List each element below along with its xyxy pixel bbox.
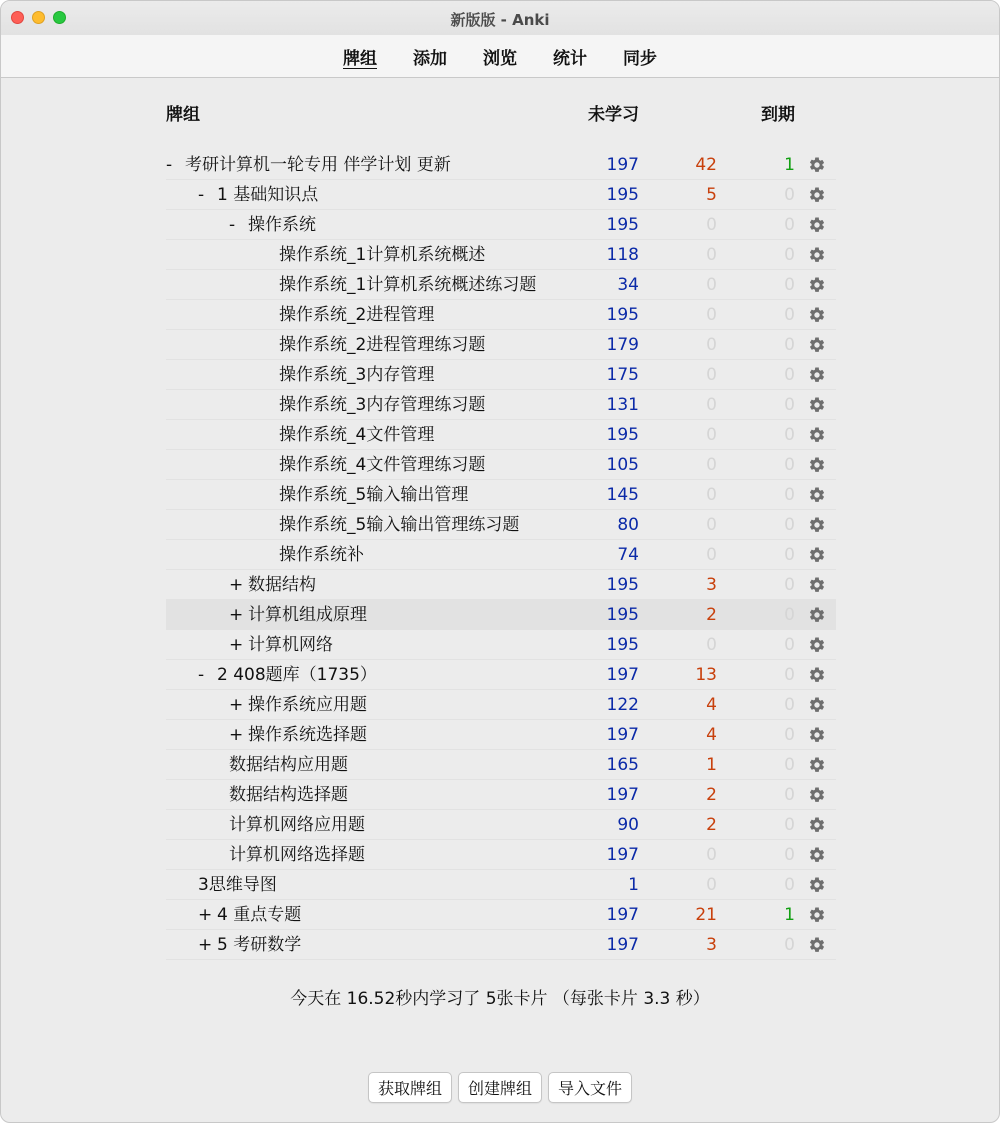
deck-row[interactable] [166,900,836,930]
due-count: 0 [784,785,795,805]
new-count: 145 [606,485,639,505]
deck-name-cell [279,270,536,300]
learning-count: 2 [706,815,717,835]
new-count: 195 [606,185,639,205]
tab-decks[interactable]: 牌组 [343,48,377,69]
due-count: 0 [784,605,795,625]
deck-name-cell [198,870,277,900]
due-count: 1 [784,905,795,925]
deck-row[interactable] [166,660,836,690]
tab-browse[interactable]: 浏览 [483,48,517,69]
learning-count: 21 [695,905,717,925]
gear-icon[interactable] [808,846,826,864]
deck-row[interactable] [166,570,836,600]
due-count: 0 [784,755,795,775]
deck-name-link[interactable]: 计算机网络应用题 [229,815,365,835]
due-count: 0 [784,365,795,385]
gear-icon[interactable] [808,726,826,744]
deck-name-cell [229,810,365,840]
gear-icon[interactable] [808,576,826,594]
deck-name-link[interactable]: 操作系统_2进程管理练习题 [279,335,486,355]
deck-name-link[interactable]: 操作系统_2进程管理 [279,305,435,325]
main-toolbar [1,35,999,78]
gear-icon[interactable] [808,186,826,204]
deck-row[interactable] [166,540,836,570]
deck-name-cell [229,750,348,780]
learning-count: 0 [706,395,717,415]
due-count: 0 [784,545,795,565]
learning-count: 0 [706,425,717,445]
learning-count: 0 [706,845,717,865]
new-count: 195 [606,215,639,235]
expand-toggle[interactable]: + [198,905,213,925]
gear-icon[interactable] [808,906,826,924]
gear-icon[interactable] [808,936,826,954]
due-count: 0 [784,335,795,355]
deck-name-link[interactable]: 操作系统_1计算机系统概述 [279,245,486,265]
deck-browser [1,78,999,1123]
deck-row[interactable] [166,510,836,540]
deck-name-cell [279,450,485,480]
deck-row[interactable] [166,270,836,300]
new-count: 175 [606,365,639,385]
get-shared-button[interactable]: 获取牌组 [368,1072,452,1103]
new-count: 1 [628,875,639,895]
deck-name-cell [229,840,365,870]
deck-name-cell [198,900,301,930]
deck-row[interactable] [166,300,836,330]
deck-name-cell [279,510,519,540]
tab-sync[interactable]: 同步 [623,48,657,69]
gear-icon[interactable] [808,246,826,264]
deck-row[interactable] [166,600,836,630]
gear-icon[interactable] [808,516,826,534]
new-count: 197 [606,155,639,175]
deck-name-link[interactable]: 操作系统应用题 [248,695,367,715]
deck-name-cell [198,930,301,960]
deck-row[interactable] [166,360,836,390]
gear-icon[interactable] [808,696,826,714]
gear-icon[interactable] [808,666,826,684]
deck-row[interactable] [166,480,836,510]
expand-toggle[interactable]: + [229,605,244,625]
deck-name-cell [229,720,367,750]
deck-name-link[interactable]: 操作系统_1计算机系统概述练习题 [279,275,537,295]
new-count: 165 [606,755,639,775]
learning-count: 0 [706,515,717,535]
new-count: 195 [606,425,639,445]
gear-icon[interactable] [808,216,826,234]
learning-count: 3 [706,935,717,955]
deck-name-link[interactable]: 数据结构 [248,575,316,595]
header-deck: 牌组 [166,105,200,125]
deck-row[interactable] [166,750,836,780]
deck-name-cell [229,630,333,660]
deck-row[interactable] [166,240,836,270]
learning-count: 0 [706,635,717,655]
new-count: 197 [606,785,639,805]
deck-name-link[interactable]: 操作系统选择题 [248,725,367,745]
deck-name-link[interactable]: 数据结构应用题 [229,755,348,775]
due-count: 0 [784,725,795,745]
learning-count: 0 [706,335,717,355]
due-count: 0 [784,875,795,895]
window-title: 新版版 - Anki [450,11,550,29]
tab-stats[interactable]: 统计 [553,48,587,69]
learning-count: 3 [706,575,717,595]
deck-name-link[interactable]: 4 重点专题 [217,905,302,925]
header-new: 未学习 [588,105,639,125]
learning-count: 42 [695,155,717,175]
deck-row[interactable] [166,870,836,900]
deck-name-cell [279,480,468,510]
new-count: 197 [606,845,639,865]
new-count: 90 [617,815,639,835]
deck-name-link[interactable]: 计算机网络选择题 [229,845,365,865]
gear-icon[interactable] [808,336,826,354]
gear-icon[interactable] [808,456,826,474]
learning-count: 1 [706,755,717,775]
learning-count: 2 [706,785,717,805]
collapse-toggle[interactable]: - [166,155,173,175]
deck-name-link[interactable]: 计算机网络 [248,635,333,655]
tab-add[interactable]: 添加 [413,48,447,69]
learning-count: 0 [706,485,717,505]
gear-icon[interactable] [808,156,826,174]
create-deck-button[interactable]: 创建牌组 [458,1072,542,1103]
deck-name-cell [229,780,348,810]
deck-name-link[interactable]: 操作系统 [248,215,316,235]
deck-name-link[interactable]: 操作系统_4文件管理练习题 [279,455,486,475]
due-count: 0 [784,485,795,505]
header-due: 到期 [761,105,795,125]
expand-toggle[interactable]: + [229,575,244,595]
expand-toggle[interactable]: + [229,695,244,715]
deck-name-cell [279,330,485,360]
gear-icon[interactable] [808,636,826,654]
learning-count: 5 [706,185,717,205]
learning-count: 0 [706,245,717,265]
deck-name-cell [229,690,367,720]
deck-tree [166,150,836,960]
deck-name-link[interactable]: 操作系统_3内存管理练习题 [279,395,486,415]
expand-toggle[interactable]: + [229,635,244,655]
new-count: 122 [606,695,639,715]
learning-count: 0 [706,275,717,295]
due-count: 0 [784,425,795,445]
new-count: 195 [606,305,639,325]
due-count: 0 [784,215,795,235]
deck-name-link[interactable]: 1 基础知识点 [217,185,319,205]
deck-row[interactable] [166,690,836,720]
learning-count: 4 [706,695,717,715]
deck-name-link[interactable]: 2 408题库（1735） [217,665,377,685]
deck-row[interactable] [166,450,836,480]
deck-name-link[interactable]: 3思维导图 [198,875,277,895]
deck-table-header [166,100,836,124]
due-count: 0 [784,845,795,865]
gear-icon[interactable] [808,366,826,384]
due-count: 0 [784,515,795,535]
deck-name-cell [229,210,316,240]
new-count: 74 [617,545,639,565]
new-count: 105 [606,455,639,475]
learning-count: 0 [706,875,717,895]
gear-icon[interactable] [808,786,826,804]
new-count: 197 [606,665,639,685]
title-bar [1,1,999,35]
deck-row[interactable] [166,720,836,750]
learning-count: 13 [695,665,717,685]
gear-icon[interactable] [808,306,826,324]
gear-icon[interactable] [808,876,826,894]
collapse-toggle[interactable]: - [229,215,236,235]
learning-count: 0 [706,365,717,385]
new-count: 195 [606,605,639,625]
deck-name-cell [279,390,485,420]
deck-row[interactable] [166,180,836,210]
learning-count: 4 [706,725,717,745]
deck-name-cell [279,300,434,330]
deck-name-cell [229,570,316,600]
deck-name-link[interactable]: 5 考研数学 [217,935,302,955]
deck-name-cell [279,540,364,570]
import-file-button[interactable]: 导入文件 [548,1072,632,1103]
deck-name-link[interactable]: 数据结构选择题 [229,785,348,805]
new-count: 195 [606,635,639,655]
new-count: 195 [606,575,639,595]
deck-name-link[interactable]: 计算机组成原理 [248,605,367,625]
due-count: 0 [784,935,795,955]
deck-row[interactable] [166,150,836,180]
deck-name-cell [229,600,367,630]
deck-name-cell [279,240,485,270]
collapse-toggle[interactable]: - [198,665,205,685]
deck-row[interactable] [166,930,836,960]
expand-toggle[interactable]: + [229,725,244,745]
deck-name-link[interactable]: 操作系统补 [279,545,364,565]
deck-row[interactable] [166,780,836,810]
gear-icon[interactable] [808,816,826,834]
due-count: 0 [784,305,795,325]
gear-icon[interactable] [808,426,826,444]
deck-row[interactable] [166,840,836,870]
due-count: 1 [784,155,795,175]
learning-count: 0 [706,545,717,565]
gear-icon[interactable] [808,486,826,504]
deck-row[interactable] [166,810,836,840]
deck-row[interactable] [166,390,836,420]
gear-icon[interactable] [808,606,826,624]
deck-name-link[interactable]: 操作系统_5输入输出管理练习题 [279,515,520,535]
deck-name-link[interactable]: 操作系统_3内存管理 [279,365,435,385]
study-stats: 今天在 16.52秒内学习了 5张卡片 （每张卡片 3.3 秒） [290,989,710,1009]
learning-count: 0 [706,215,717,235]
deck-row[interactable] [166,420,836,450]
due-count: 0 [784,185,795,205]
new-count: 131 [606,395,639,415]
deck-name-cell [279,420,434,450]
new-count: 34 [617,275,639,295]
due-count: 0 [784,695,795,715]
expand-toggle[interactable]: + [198,935,213,955]
new-count: 197 [606,905,639,925]
deck-name-link[interactable]: 操作系统_5输入输出管理 [279,485,469,505]
new-count: 179 [606,335,639,355]
new-count: 118 [606,245,639,265]
deck-name-cell [279,360,434,390]
deck-name-link[interactable]: 考研计算机一轮专用 伴学计划 更新 [185,155,451,175]
due-count: 0 [784,395,795,415]
new-count: 80 [617,515,639,535]
gear-icon[interactable] [808,396,826,414]
gear-icon[interactable] [808,546,826,564]
collapse-toggle[interactable]: - [198,185,205,205]
learning-count: 2 [706,605,717,625]
deck-row[interactable] [166,630,836,660]
due-count: 0 [784,665,795,685]
due-count: 0 [784,275,795,295]
gear-icon[interactable] [808,756,826,774]
new-count: 197 [606,725,639,745]
deck-name-cell [198,660,377,690]
deck-row[interactable] [166,210,836,240]
due-count: 0 [784,245,795,265]
deck-name-cell [166,150,451,180]
deck-name-link[interactable]: 操作系统_4文件管理 [279,425,435,445]
deck-row[interactable] [166,330,836,360]
new-count: 197 [606,935,639,955]
learning-count: 0 [706,455,717,475]
gear-icon[interactable] [808,276,826,294]
due-count: 0 [784,635,795,655]
due-count: 0 [784,575,795,595]
due-count: 0 [784,815,795,835]
due-count: 0 [784,455,795,475]
learning-count: 0 [706,305,717,325]
bottom-buttons [1,1072,999,1103]
deck-name-cell [198,180,318,210]
